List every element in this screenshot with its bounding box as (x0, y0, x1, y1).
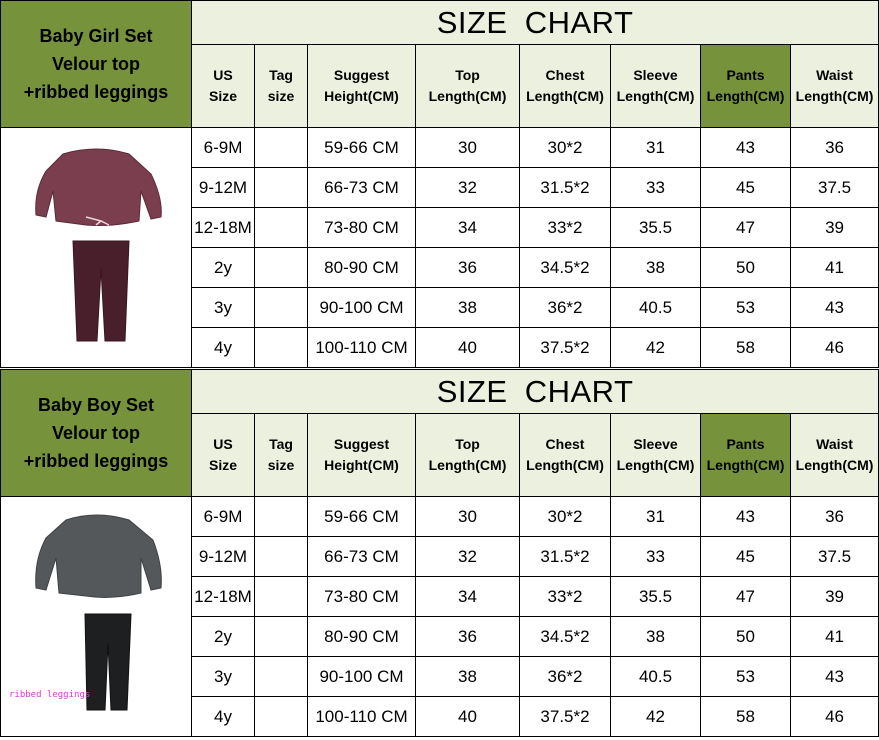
cell-us-size: 6-9M (192, 497, 255, 537)
cell-pants-length: 43 (701, 497, 791, 537)
cell-waist-length: 37.5 (791, 537, 879, 577)
cell-us-size: 9-12M (192, 537, 255, 577)
header-label-line: Waist (816, 436, 853, 452)
cell-pants-length: 47 (701, 577, 791, 617)
cell-waist-length: 41 (791, 617, 879, 657)
boy-product-image (1, 497, 192, 737)
cell-top-length: 40 (416, 328, 520, 368)
cell-top-length: 34 (416, 577, 520, 617)
cell-us-size: 2y (192, 248, 255, 288)
header-label-line: Size (208, 457, 237, 473)
cell-sleeve-length: 33 (611, 537, 701, 577)
cell-tag-size (255, 497, 308, 537)
cell-waist-length: 36 (791, 128, 879, 168)
cell-height: 73-80 CM (308, 577, 416, 617)
cell-waist-length: 41 (791, 248, 879, 288)
header-label-line: Tag (269, 67, 293, 83)
boy-chart-title: SIZE CHART (192, 370, 879, 414)
cell-height: 80-90 CM (308, 617, 416, 657)
cell-tag-size (255, 328, 308, 368)
cell-waist-length: 46 (791, 697, 879, 737)
header-chest-length (520, 45, 611, 128)
cell-chest-length: 36*2 (520, 657, 611, 697)
cell-waist-length: 36 (791, 497, 879, 537)
header-label-line: Top (455, 436, 480, 452)
cell-chest-length: 34.5*2 (520, 248, 611, 288)
header-label-line: Suggest (333, 436, 390, 452)
cell-tag-size (255, 288, 308, 328)
girl-set-line-3: +ribbed leggings (23, 82, 169, 102)
cell-us-size: 6-9M (192, 128, 255, 168)
header-waist-length (791, 414, 879, 497)
cell-us-size: 4y (192, 697, 255, 737)
cell-tag-size (255, 657, 308, 697)
header-label-line: Tag (269, 436, 293, 452)
cell-top-length: 34 (416, 208, 520, 248)
cell-us-size: 3y (192, 288, 255, 328)
cell-waist-length: 39 (791, 208, 879, 248)
header-sleeve-length (611, 414, 701, 497)
boy-size-chart (0, 369, 879, 739)
cell-sleeve-length: 40.5 (611, 288, 701, 328)
girl-product-image (1, 128, 192, 368)
cell-tag-size (255, 248, 308, 288)
cell-tag-size (255, 617, 308, 657)
cell-height: 59-66 CM (308, 128, 416, 168)
cell-chest-length: 31.5*2 (520, 537, 611, 577)
header-label-line: size (267, 88, 295, 104)
header-top-length (416, 414, 520, 497)
cell-sleeve-length: 42 (611, 697, 701, 737)
header-label-line: Sleeve (633, 436, 678, 452)
cell-pants-length: 47 (701, 208, 791, 248)
cell-pants-length: 50 (701, 248, 791, 288)
header-pants-length (701, 414, 791, 497)
header-label-line: Length(CM) (428, 88, 507, 104)
cell-top-length: 38 (416, 657, 520, 697)
cell-chest-length: 33*2 (520, 208, 611, 248)
header-label-line: Top (455, 67, 480, 83)
velour-top-shape (36, 515, 162, 597)
boy-set-title (1, 370, 192, 497)
cell-tag-size (255, 577, 308, 617)
cell-sleeve-length: 33 (611, 168, 701, 208)
header-suggest-height (308, 414, 416, 497)
cell-waist-length: 43 (791, 657, 879, 697)
header-label-line: Chest (545, 67, 585, 83)
cell-height: 80-90 CM (308, 248, 416, 288)
header-label-line: US (213, 436, 233, 452)
girl-outfit-illustration (1, 129, 191, 367)
cell-top-length: 32 (416, 168, 520, 208)
header-label-line: Length(CM) (706, 88, 785, 104)
cell-waist-length: 43 (791, 288, 879, 328)
header-top-length (416, 45, 520, 128)
cell-tag-size (255, 208, 308, 248)
cell-us-size: 4y (192, 328, 255, 368)
cell-tag-size (255, 537, 308, 577)
cell-height: 66-73 CM (308, 537, 416, 577)
cell-pants-length: 45 (701, 168, 791, 208)
cell-chest-length: 37.5*2 (520, 697, 611, 737)
cell-chest-length: 31.5*2 (520, 168, 611, 208)
cell-tag-size (255, 128, 308, 168)
cell-waist-length: 46 (791, 328, 879, 368)
cell-height: 59-66 CM (308, 497, 416, 537)
header-label-line: Suggest (333, 67, 390, 83)
header-label-line: Height(CM) (324, 88, 399, 104)
header-label-line: Size (208, 88, 237, 104)
cell-tag-size (255, 697, 308, 737)
cell-height: 90-100 CM (308, 657, 416, 697)
cell-top-length: 40 (416, 697, 520, 737)
header-pants-length (701, 45, 791, 128)
header-label-line: Pants (726, 67, 765, 83)
header-label-line: Length(CM) (795, 457, 874, 473)
cell-top-length: 30 (416, 128, 520, 168)
image-caption: ribbed leggings (9, 690, 91, 700)
header-suggest-height (308, 45, 416, 128)
header-sleeve-length (611, 45, 701, 128)
cell-height: 73-80 CM (308, 208, 416, 248)
header-label-line: Length(CM) (706, 457, 785, 473)
cell-sleeve-length: 31 (611, 128, 701, 168)
header-label-line: Pants (726, 436, 765, 452)
cell-sleeve-length: 38 (611, 617, 701, 657)
boy-size-table (0, 369, 879, 737)
header-label-line: size (267, 457, 295, 473)
header-label-line: Length(CM) (428, 457, 507, 473)
cell-height: 100-110 CM (308, 328, 416, 368)
header-chest-length (520, 414, 611, 497)
header-waist-length (791, 45, 879, 128)
cell-height: 90-100 CM (308, 288, 416, 328)
cell-tag-size (255, 168, 308, 208)
cell-chest-length: 34.5*2 (520, 617, 611, 657)
cell-top-length: 30 (416, 497, 520, 537)
cell-us-size: 9-12M (192, 168, 255, 208)
header-label-line: Waist (816, 67, 853, 83)
header-tag-size (255, 414, 308, 497)
boy-set-line-3: +ribbed leggings (23, 451, 169, 471)
cell-pants-length: 53 (701, 288, 791, 328)
girl-chart-title: SIZE CHART (192, 1, 879, 45)
header-us-size (192, 45, 255, 128)
cell-pants-length: 53 (701, 657, 791, 697)
cell-pants-length: 58 (701, 328, 791, 368)
cell-waist-length: 37.5 (791, 168, 879, 208)
cell-sleeve-length: 31 (611, 497, 701, 537)
cell-sleeve-length: 40.5 (611, 657, 701, 697)
cell-top-length: 38 (416, 288, 520, 328)
header-label-line: US (213, 67, 233, 83)
header-label-line: Height(CM) (324, 457, 399, 473)
cell-chest-length: 30*2 (520, 128, 611, 168)
cell-pants-length: 43 (701, 128, 791, 168)
cell-us-size: 2y (192, 617, 255, 657)
cell-top-length: 32 (416, 537, 520, 577)
girl-size-table (0, 0, 879, 368)
cell-us-size: 3y (192, 657, 255, 697)
girl-set-line-1: Baby Girl Set (39, 26, 153, 46)
header-label-line: Chest (545, 436, 585, 452)
cell-chest-length: 33*2 (520, 577, 611, 617)
cell-sleeve-length: 42 (611, 328, 701, 368)
leggings-shape (85, 614, 131, 710)
cell-pants-length: 58 (701, 697, 791, 737)
header-label-line: Length(CM) (526, 457, 604, 473)
header-label-line: Sleeve (633, 67, 678, 83)
cell-pants-length: 50 (701, 617, 791, 657)
girl-set-line-2: Velour top (51, 54, 140, 74)
header-label-line: Length(CM) (526, 88, 604, 104)
cell-us-size: 12-18M (192, 208, 255, 248)
cell-sleeve-length: 35.5 (611, 208, 701, 248)
header-label-line: Length(CM) (616, 457, 695, 473)
girl-set-title (1, 1, 192, 128)
cell-us-size: 12-18M (192, 577, 255, 617)
cell-height: 100-110 CM (308, 697, 416, 737)
header-us-size (192, 414, 255, 497)
velour-top-shape (36, 149, 162, 226)
cell-chest-length: 36*2 (520, 288, 611, 328)
cell-chest-length: 37.5*2 (520, 328, 611, 368)
cell-pants-length: 45 (701, 537, 791, 577)
table-row (1, 497, 879, 537)
header-label-line: Length(CM) (795, 88, 874, 104)
cell-top-length: 36 (416, 248, 520, 288)
cell-top-length: 36 (416, 617, 520, 657)
boy-set-line-2: Velour top (51, 423, 140, 443)
cell-sleeve-length: 38 (611, 248, 701, 288)
leggings-shape (73, 241, 129, 341)
header-tag-size (255, 45, 308, 128)
table-row (1, 128, 879, 168)
boy-set-line-1: Baby Boy Set (37, 395, 155, 415)
cell-waist-length: 39 (791, 577, 879, 617)
header-label-line: Length(CM) (616, 88, 695, 104)
cell-chest-length: 30*2 (520, 497, 611, 537)
cell-sleeve-length: 35.5 (611, 577, 701, 617)
cell-height: 66-73 CM (308, 168, 416, 208)
